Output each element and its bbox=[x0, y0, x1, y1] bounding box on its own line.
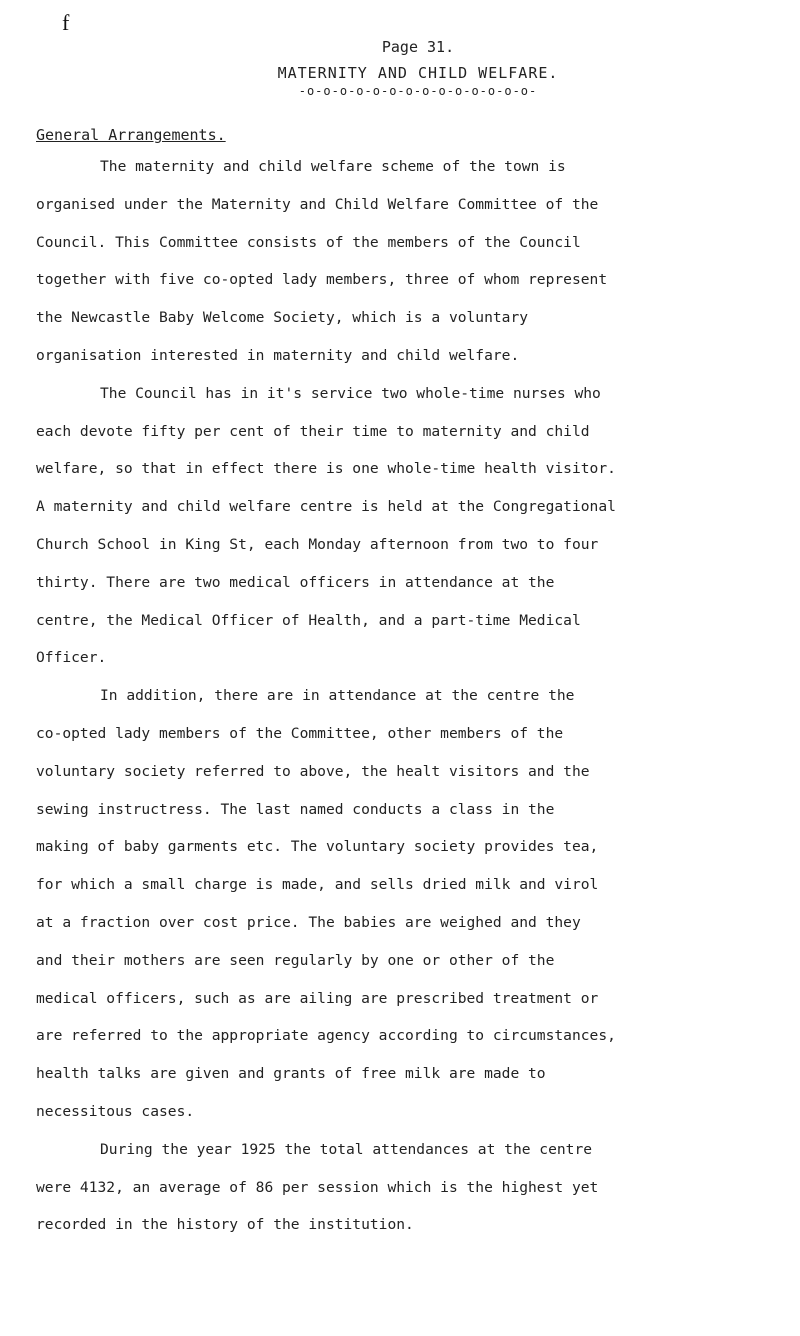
text-line: for which a small charge is made, and sells dried milk and virol bbox=[36, 876, 599, 894]
corner-mark: f bbox=[62, 10, 70, 35]
text-line: organisation interested in maternity and child welfare. bbox=[36, 346, 520, 364]
text-line: and their mothers are seen regularly by one or other of the bbox=[36, 951, 555, 969]
text-line: co-opted lady members of the Committee, other members of the bbox=[36, 724, 564, 742]
page-number: Page 31. bbox=[381, 38, 455, 56]
text-line: thirty. There are two medical officers in attendance at the bbox=[36, 573, 555, 591]
text-line: During the year 1925 the total attendances at the centre bbox=[100, 1140, 593, 1158]
text-line: organised under the Maternity and Child Welfare Committee of the bbox=[36, 195, 599, 213]
text-line: sewing instructress. The last named conducts a class in the bbox=[36, 800, 555, 818]
text-line: recorded in the history of the institution. bbox=[36, 1216, 414, 1234]
text-line: each devote fifty per cent of their time to maternity and child bbox=[36, 422, 590, 440]
text-line: are referred to the appropriate agency according to circumstances, bbox=[36, 1027, 616, 1045]
title-divider: -o-o-o-o-o-o-o-o-o-o-o-o-o-o- bbox=[298, 84, 538, 98]
text-line: In addition, there are in attendance at the centre the bbox=[100, 687, 575, 705]
text-line: together with five co-opted lady members, three of whom represent bbox=[36, 271, 608, 289]
body-text bbox=[36, 158, 776, 1254]
text-line: The Council has in it's service two whole-time nurses who bbox=[100, 384, 601, 402]
section-heading: General Arrangements. bbox=[36, 126, 226, 144]
text-line: A maternity and child welfare centre is held at the Congregational bbox=[36, 498, 616, 516]
text-line: were 4132, an average of 86 per session which is the highest yet bbox=[36, 1178, 599, 1196]
text-line: Council. This Committee consists of the members of the Council bbox=[36, 233, 581, 251]
text-line: The maternity and child welfare scheme of the town is bbox=[100, 158, 566, 175]
text-line: the Newcastle Baby Welcome Society, which is a voluntary bbox=[36, 309, 529, 327]
page-title: MATERNITY AND CHILD WELFARE. bbox=[277, 64, 559, 82]
text-line: centre, the Medical Officer of Health, and a part-time Medical bbox=[36, 611, 581, 629]
text-line: at a fraction over cost price. The babies are weighed and they bbox=[36, 913, 581, 931]
text-line: health talks are given and grants of free milk are made to bbox=[36, 1065, 546, 1083]
text-line: welfare, so that in effect there is one whole-time health visitor. bbox=[36, 460, 616, 478]
text-line: Officer. bbox=[36, 649, 107, 667]
text-line: medical officers, such as are ailing are prescribed treatment or bbox=[36, 989, 599, 1007]
text-line: making of baby garments etc. The voluntary society provides tea, bbox=[36, 838, 599, 856]
text-line: voluntary society referred to above, the healt visitors and the bbox=[36, 762, 590, 780]
text-line: Church School in King St, each Monday afternoon from two to four bbox=[36, 535, 599, 553]
text-line: necessitous cases. bbox=[36, 1102, 195, 1120]
